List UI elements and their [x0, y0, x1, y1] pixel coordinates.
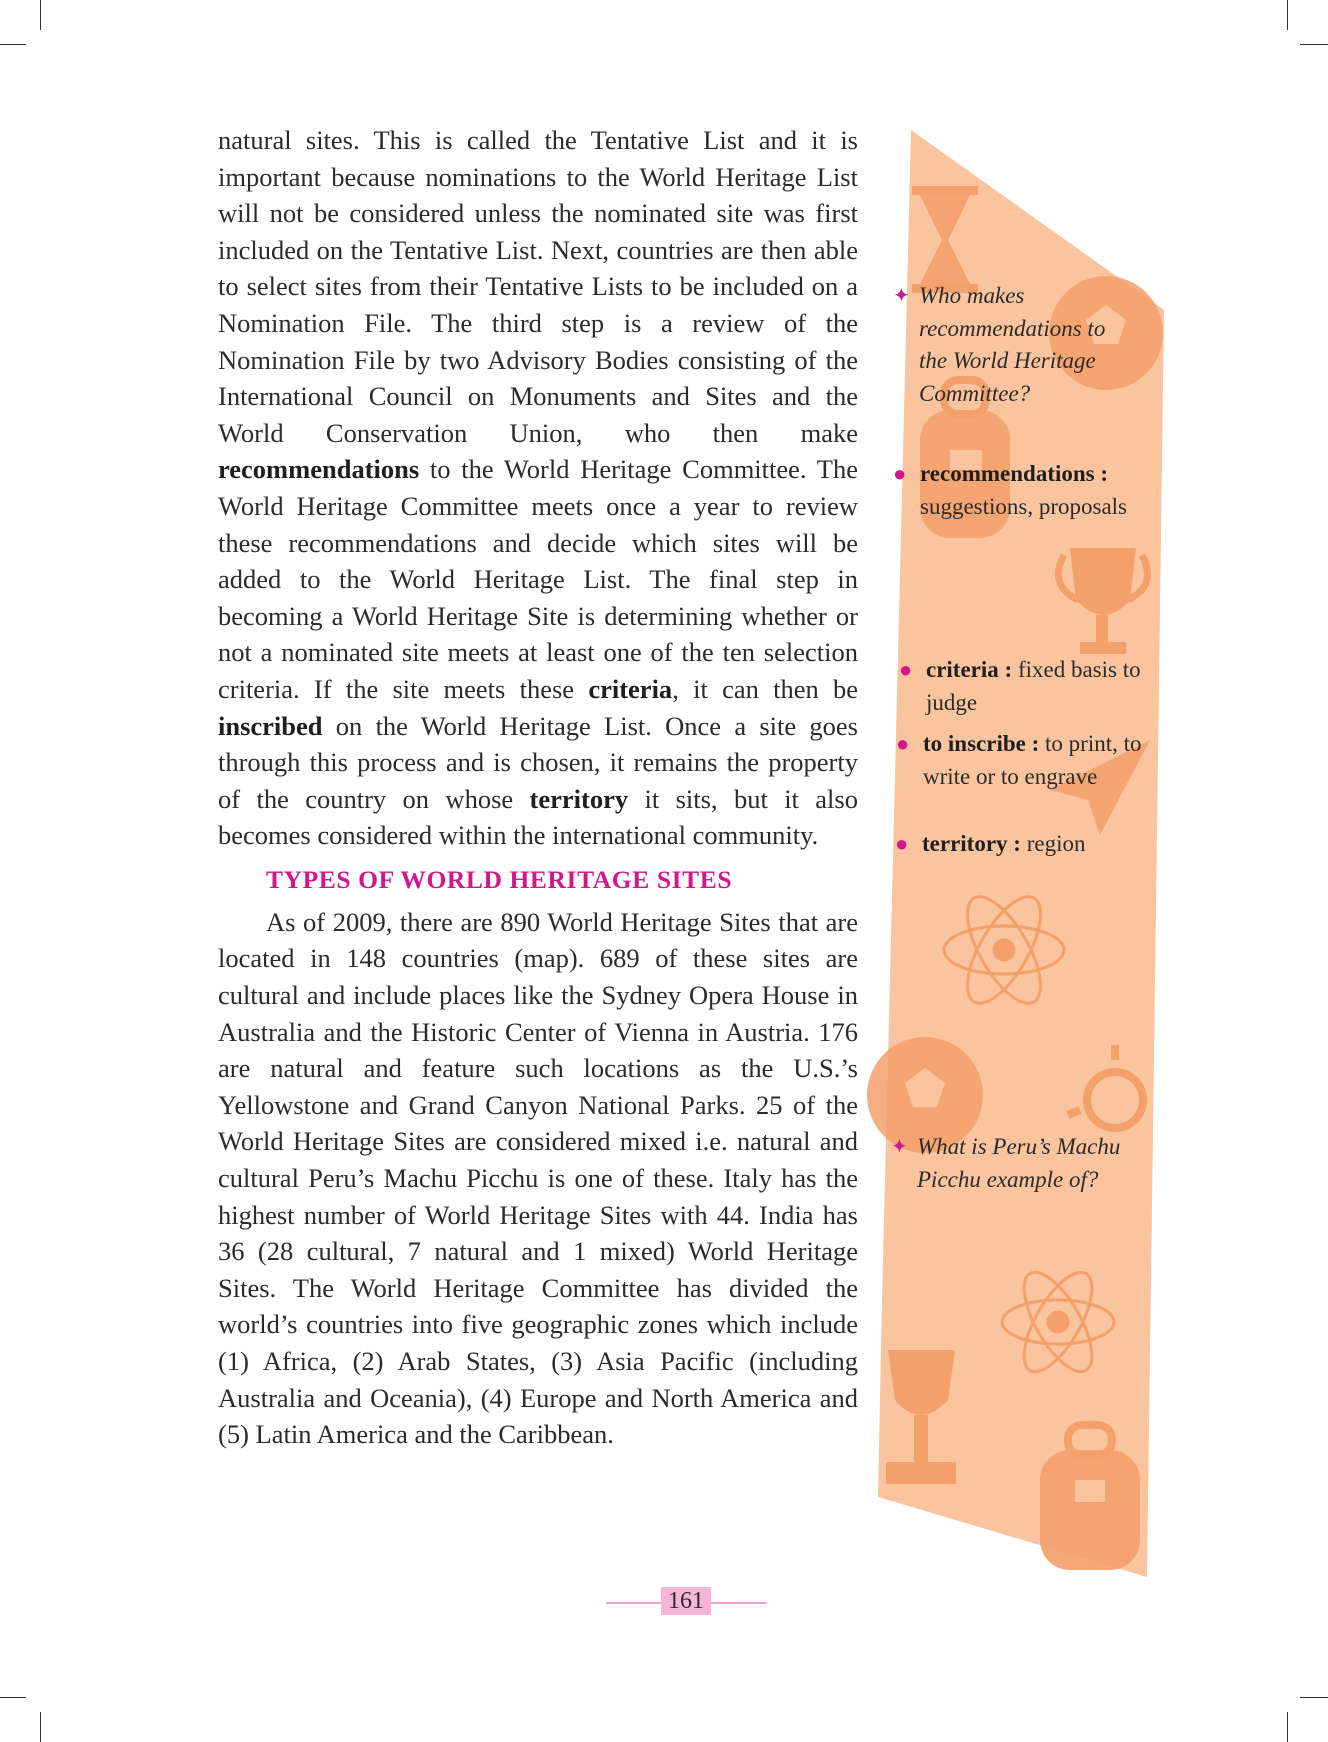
sidebar-question-2: ✦ What is Peru’s Machu Picchu example of?	[917, 1131, 1162, 1196]
glossary-term: territory :	[922, 831, 1021, 856]
text-segment: natural sites. This is called the Tentative List and it is important because nominations to the World Heritage List will not be considered unless the nominated site was first included on the Tentative List. Next, countries are then able to select sites from their Tentative Lists to be included on a Nomination File. The third step is a review of the Nomination File by two Advisory Bodies consisting of the International Council on Monuments and Sites and the World Conservation Union, who then make	[218, 125, 858, 448]
star-bullet-icon: ✦	[893, 285, 910, 307]
page-number-rule	[606, 1602, 664, 1604]
section-heading: TYPES OF WORLD HERITAGE SITES	[266, 864, 733, 894]
bullet-dot-icon: ●	[899, 657, 913, 682]
bullet-dot-icon: ●	[895, 831, 909, 856]
glossary-definition: region	[1026, 831, 1086, 856]
glossary-term: to inscribe :	[923, 731, 1040, 756]
page-number-rule	[708, 1602, 766, 1604]
main-text	[218, 122, 858, 1453]
glossary-term: criteria :	[926, 657, 1013, 682]
glossary-criteria	[899, 654, 1156, 719]
glossary-definition: fixed basis to judge	[926, 657, 1141, 715]
bullet-dot-icon: ●	[896, 731, 910, 756]
text-segment: , it can then be	[672, 673, 859, 704]
bullet-dot-icon: ●	[893, 461, 907, 486]
glossary-definition: to print, to write or to engrave	[923, 731, 1142, 789]
keyword-criteria: criteria	[588, 673, 673, 704]
glossary-term: recommendations :	[920, 461, 1109, 486]
text-segment: it sits, but it also becomes considered within the international community.	[218, 783, 858, 851]
star-bullet-icon: ✦	[891, 1136, 908, 1158]
page-number: 161	[661, 1587, 711, 1615]
paragraph-tentative-list	[218, 122, 858, 854]
keyword-territory: territory	[529, 783, 629, 814]
text-segment: on the World Heritage List. Once a site goes through this process and is chosen, it remains the property of the country on whose	[218, 710, 858, 814]
glossary-to-inscribe	[896, 728, 1163, 793]
glossary-territory	[895, 828, 1162, 861]
page-number-block	[606, 1585, 766, 1619]
sidebar-question-1: ✦ Who makes recommendations to the World Heritage Committee?	[919, 280, 1119, 410]
keyword-inscribed: inscribed	[218, 710, 323, 741]
paragraph-types-of-sites: As of 2009, there are 890 World Heritage Sites that are located in 148 countries (map). 689 of these sites are cultural and include places like the Sydney Opera House in Australia and the Historic Center of Vienna in Austria. 176 are natural and feature such locations as the U.S.’s Yellowstone and Grand Canyon National Parks. 25 of the World Heritage Sites are considered mixed i.e. natural and cultural Peru’s Machu Picchu is one of these. Italy has the highest number of World Heritage Sites with 44. India has 36 (28 cultural, 7 natural and 1 mixed) World Heritage Sites. The World Heritage Committee has divided the world’s countries into five geographic zones which include (1) Africa, (2) Arab States, (3) Asia Pacific (including Australia and Oceania), (4) Europe and North America and (5) Latin America and the Caribbean.	[218, 906, 858, 1450]
text-segment: to the World Heritage Committee. The World Heritage Committee meets once a year to review these recommendations and decide which sites will be added to the World Heritage List. The final step in becoming a World Heritage Site is determining whether or not a nominated site meets at least one of the ten selection criteria. If the site meets these	[218, 454, 858, 704]
glossary-definition: suggestions, proposals	[920, 493, 1127, 519]
glossary-recommendations	[893, 458, 1165, 523]
keyword-recommendations: recommendations	[218, 454, 420, 485]
